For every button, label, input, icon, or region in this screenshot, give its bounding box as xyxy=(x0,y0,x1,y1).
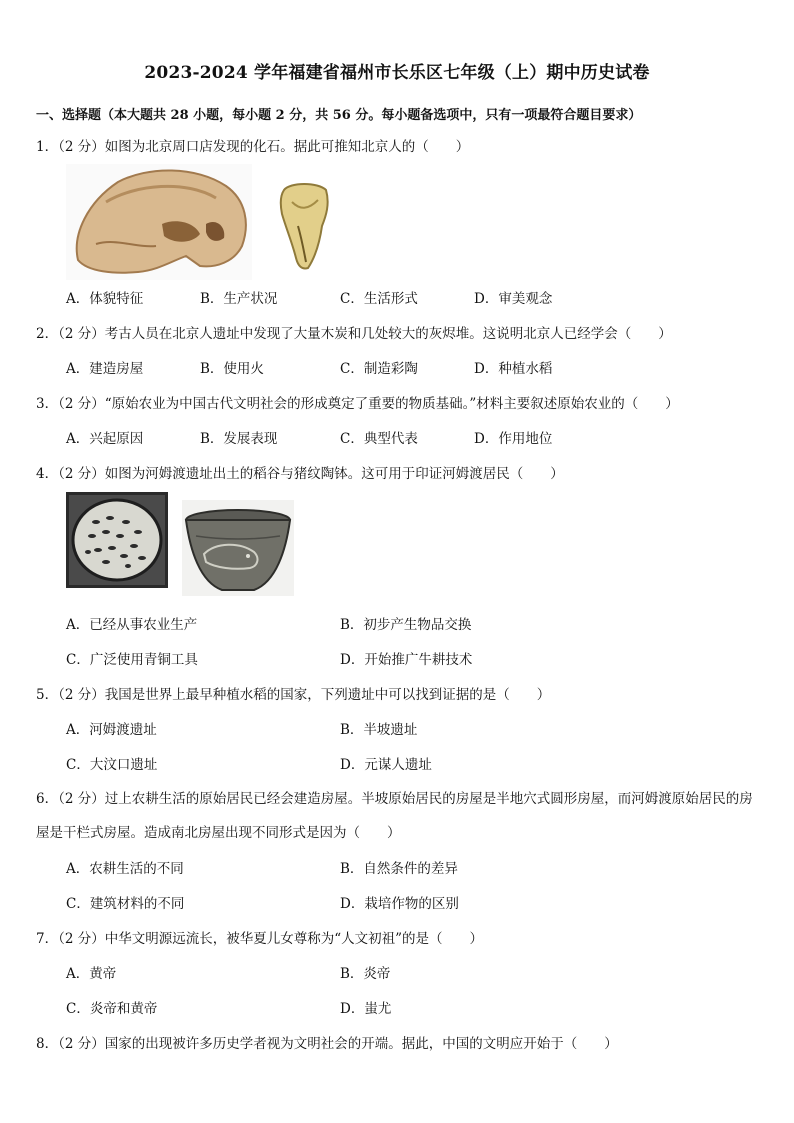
q2-option-c[interactable]: C．制造彩陶 xyxy=(340,361,418,377)
q1-option-d[interactable]: D．审美观念 xyxy=(474,291,553,307)
q6-option-a[interactable]: A．农耕生活的不同 xyxy=(66,861,184,877)
q3-option-a[interactable]: A．兴起原因 xyxy=(66,431,144,447)
question-3-stem: 3．（2 分）“原始农业为中国古代文明社会的形成奠定了重要的物质基础。”材料主要叙述原始农业的（ ） xyxy=(36,396,679,412)
q1-option-a[interactable]: A．体貌特征 xyxy=(66,291,144,307)
q6-option-b[interactable]: B．自然条件的差异 xyxy=(340,861,458,877)
q1-option-c[interactable]: C．生活形式 xyxy=(340,291,418,307)
q2-option-b[interactable]: B．使用火 xyxy=(200,361,264,377)
page-title: 2023-2024 学年福建省福州市长乐区七年级（上）期中历史试卷 xyxy=(144,63,650,83)
q7-option-b[interactable]: B．炎帝 xyxy=(340,966,391,982)
question-6-stem: 6．（2 分）过上农耕生活的原始居民已经会建造房屋。半坡原始居民的房屋是半地穴式圆形房屋，而河姆渡原始居民的房屋是干栏式房屋。造成南北房屋出现不同形式是因为（ ） xyxy=(36,791,753,841)
q4-option-b[interactable]: B．初步产生物品交换 xyxy=(340,617,472,633)
q2-option-d[interactable]: D．种植水稻 xyxy=(474,361,553,377)
q5-option-c[interactable]: C．大汶口遗址 xyxy=(66,757,158,773)
q7-option-d[interactable]: D．蚩尤 xyxy=(340,1001,392,1017)
question-2-stem: 2．（2 分）考古人员在北京人遗址中发现了大量木炭和几处较大的灰烬堆。这说明北京人已经学会（ ） xyxy=(36,326,672,342)
skull-fossil-image xyxy=(66,164,252,280)
rice-grains-image xyxy=(66,492,168,588)
question-4-stem: 4．（2 分）如图为河姆渡遗址出土的稻谷与猪纹陶钵。这可用于印证河姆渡居民（ ） xyxy=(36,466,564,482)
tooth-fossil-image xyxy=(276,180,332,272)
q6-option-d[interactable]: D．栽培作物的区别 xyxy=(340,896,459,912)
q4-option-c[interactable]: C．广泛使用青铜工具 xyxy=(66,652,198,668)
q5-option-d[interactable]: D．元谋人遗址 xyxy=(340,757,432,773)
q6-option-c[interactable]: C．建筑材料的不同 xyxy=(66,896,185,912)
q1-option-b[interactable]: B．生产状况 xyxy=(200,291,278,307)
pig-pottery-bowl-image xyxy=(182,500,294,596)
q7-option-a[interactable]: A．黄帝 xyxy=(66,966,117,982)
question-7-stem: 7．（2 分）中华文明源远流长，被华夏儿女尊称为“人文初祖”的是（ ） xyxy=(36,931,484,947)
question-8-stem: 8．（2 分）国家的出现被许多历史学者视为文明社会的开端。据此，中国的文明应开始于（ ） xyxy=(36,1036,618,1052)
q3-option-c[interactable]: C．典型代表 xyxy=(340,431,418,447)
q2-option-a[interactable]: A．建造房屋 xyxy=(66,361,144,377)
q4-option-a[interactable]: A．已经从事农业生产 xyxy=(66,617,198,633)
q5-option-a[interactable]: A．河姆渡遗址 xyxy=(66,722,157,738)
q3-option-d[interactable]: D．作用地位 xyxy=(474,431,553,447)
q4-option-d[interactable]: D．开始推广牛耕技术 xyxy=(340,652,473,668)
question-1-stem: 1．（2 分）如图为北京周口店发现的化石。据此可推知北京人的（ ） xyxy=(36,139,470,155)
q5-option-b[interactable]: B．半坡遗址 xyxy=(340,722,418,738)
q3-option-b[interactable]: B．发展表现 xyxy=(200,431,278,447)
section-heading: 一、选择题（本大题共 28 小题，每小题 2 分，共 56 分。每小题备选项中，只有一项最符合题目要求） xyxy=(36,108,642,123)
question-5-stem: 5．（2 分）我国是世界上最早种植水稻的国家，下列遗址中可以找到证据的是（ ） xyxy=(36,687,551,703)
q7-option-c[interactable]: C．炎帝和黄帝 xyxy=(66,1001,158,1017)
